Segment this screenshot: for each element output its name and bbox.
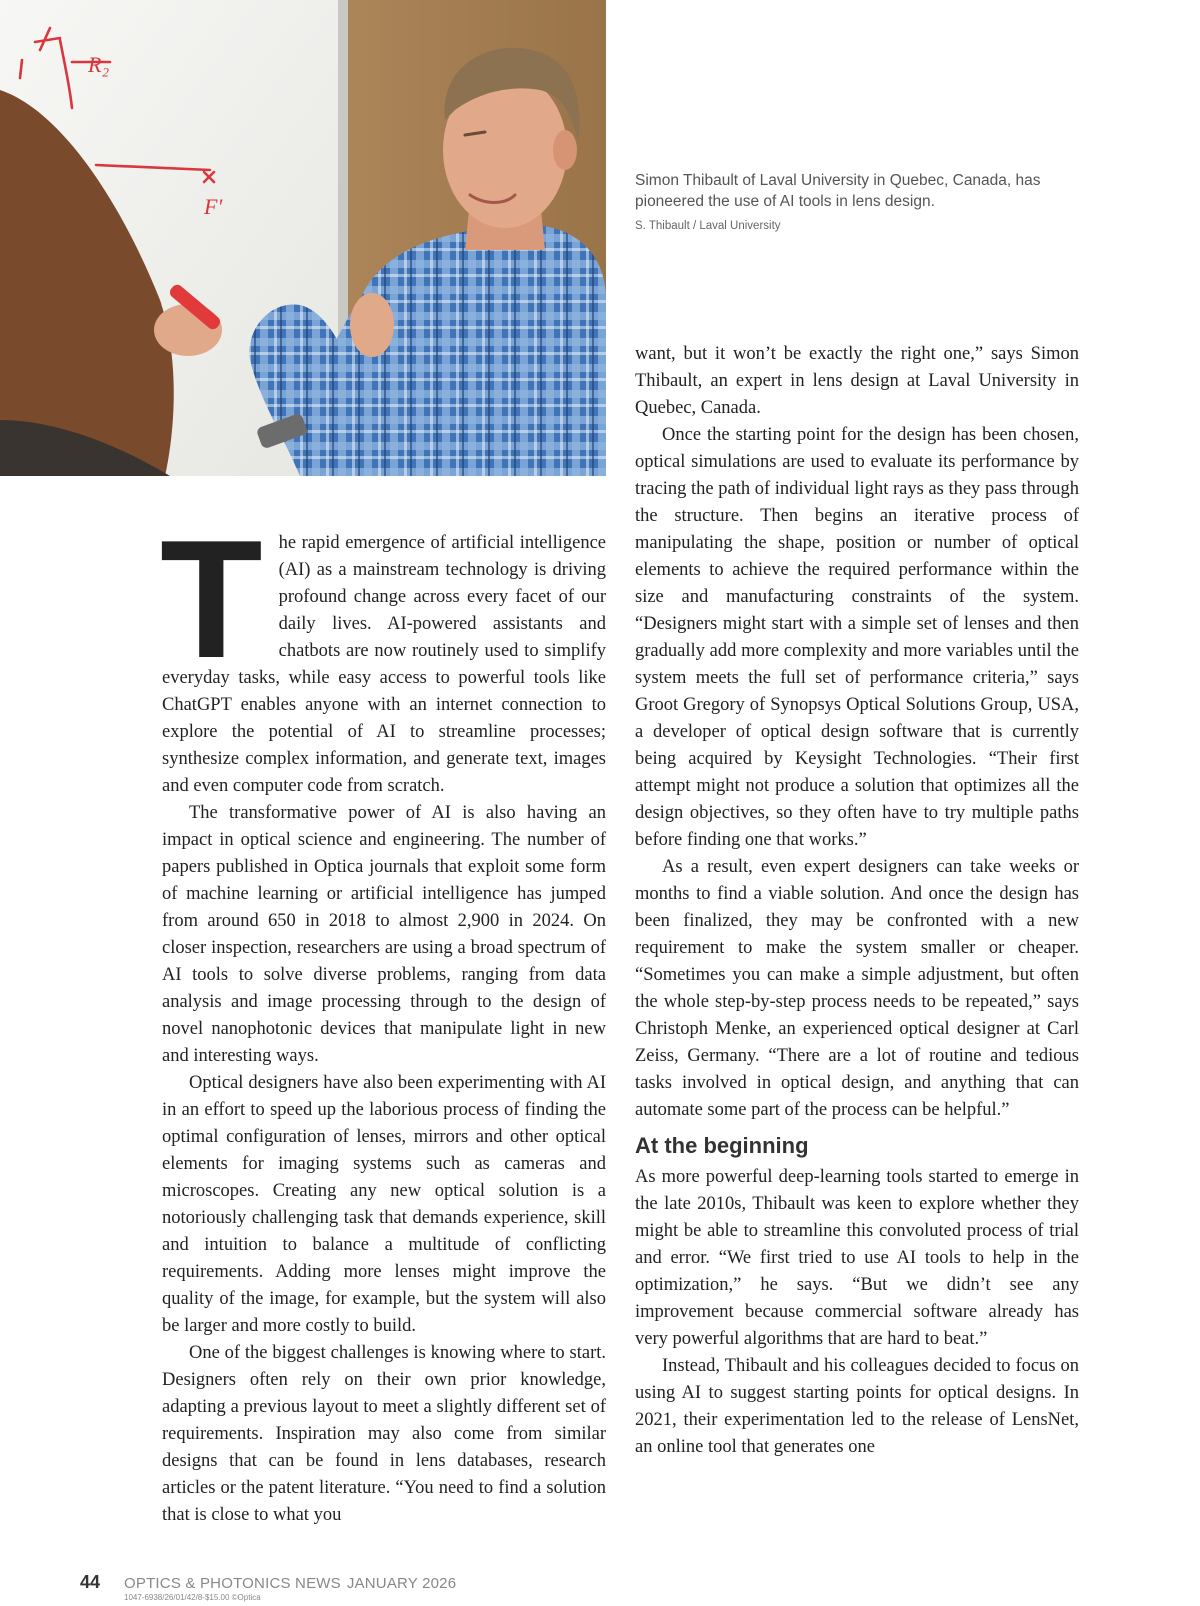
paragraph: One of the biggest challenges is knowing where to start. Designers often rely on their own prior knowledge, adapting a previous layout to meet a slightly different set of requirements. Inspiration may also come from similar designs that can be found in lens databases, research articles or the patent literature. “You need to find a solution that is close to what you	[162, 1343, 606, 1525]
page-footer	[80, 1572, 680, 1606]
paragraph: want, but it won’t be exactly the right one,” says Simon Thibault, an expert in lens design at Laval University in Quebec, Canada.	[635, 344, 1079, 418]
paragraph: As a result, even expert designers can take weeks or months to find a viable solution. And once the design has been finalized, they may be confronted with a new requirement to make the system smaller or cheaper. “Sometimes you can make a simple adjustment, but often the whole step-by-step process needs to be repeated,” says Christoph Menke, an experienced optical designer at Carl Zeiss, Germany. “There are a lot of routine and tedious tasks involved in optical design, and anything that can automate some part of the process can be helpful.”	[635, 857, 1079, 1120]
photo-caption	[635, 170, 1055, 234]
paragraph: he rapid emergence of artificial intelligence (AI) as a mainstream technology is driving profound change across every facet of our daily lives. AI-powered assistants and chatbots are now routinely used to simplify everyday tasks, while easy access to powerful tools like ChatGPT enables anyone with an internet connection to explore the potential of AI to streamline processes; synthesize complex information, and generate text, images and even computer code from scratch.	[162, 533, 606, 796]
man-ear	[553, 130, 577, 170]
issue-date: JANUARY 2026	[346, 1575, 457, 1592]
drop-cap: T	[160, 505, 263, 693]
photo-credit: S. Thibault / Laval University	[635, 220, 781, 232]
publication-name	[124, 1575, 456, 1592]
paragraph: Optical designers have also been experimenting with AI in an effort to speed up the laborious process of finding the optimal configuration of lenses, mirrors and other optical elements for imaging systems such as cameras and microscopes. Creating any new optical solution is a notoriously challenging task that demands experience, skill and intuition to balance a multitude of conflicting requirements. Adding more lenses might improve the quality of the image, for example, but the system will also be larger and more costly to build.	[162, 1073, 606, 1336]
paragraph: As more powerful deep-learning tools started to emerge in the late 2010s, Thibault was keen to explore whether they might be able to streamline this convoluted process of trial and error. “We first tried to use AI tools to help in the optimization,” he says. “But we didn’t see any improvement because commercial software already has very powerful algorithms that are hard to beat.”	[635, 1167, 1079, 1349]
article-column-left	[160, 505, 606, 1529]
paragraph: The transformative power of AI is also having an impact in optical science and engineering. The number of papers published in Optica journals that exploit some form of machine learning or artificial intelligence has jumped from around 650 in 2018 to almost 2,900 in 2024. On closer inspection, researchers are using a broad spectrum of AI tools to solve diverse problems, ranging from data analysis and image processing through to the design of novel nanophotonic devices that manipulate light in new and interesting ways.	[162, 803, 606, 1066]
caption-text: Simon Thibault of Laval University in Quebec, Canada, has pioneered the use of AI tools in lens design.	[635, 172, 1041, 210]
whiteboard-label-f: F'	[204, 194, 223, 219]
section-heading: At the beginning	[635, 1133, 809, 1158]
legal-line: 1047-6938/26/01/42/8-$15.00 ©Optica	[124, 1593, 261, 1602]
whiteboard-label-r2: R₂	[88, 52, 110, 77]
article-column-right	[635, 341, 1079, 1461]
page-number: 44	[80, 1572, 101, 1592]
man-hand-marker	[154, 304, 222, 356]
photo-illustration	[0, 0, 606, 476]
publication-title: OPTICS & PHOTONICS NEWS	[124, 1575, 341, 1592]
article-photo	[0, 0, 606, 476]
paragraph: Once the starting point for the design has been chosen, optical simulations are used to evaluate its performance by tracing the path of individual light rays as they pass through the structure. Then begins an iterative process of manipulating the shape, position or number of optical elements to achieve the required performance within the size and manufacturing constraints of the system. “Designers might start with a simple set of lenses and then gradually add more complexity and more variables until the system meets the full set of performance criteria,” says Groot Gregory of Synopsys Optical Solutions Group, USA, a developer of optical design software that is currently being acquired by Keysight Technologies. “Their first attempt might not produce a solution that optimizes all the design objectives, so they often have to try multiple paths before finding one that works.”	[635, 425, 1079, 850]
man-hand-right	[350, 293, 394, 357]
paragraph: Instead, Thibault and his colleagues decided to focus on using AI to suggest starting points for optical designs. In 2021, their experimentation led to the release of LensNet, an online tool that generates one	[635, 1356, 1079, 1457]
